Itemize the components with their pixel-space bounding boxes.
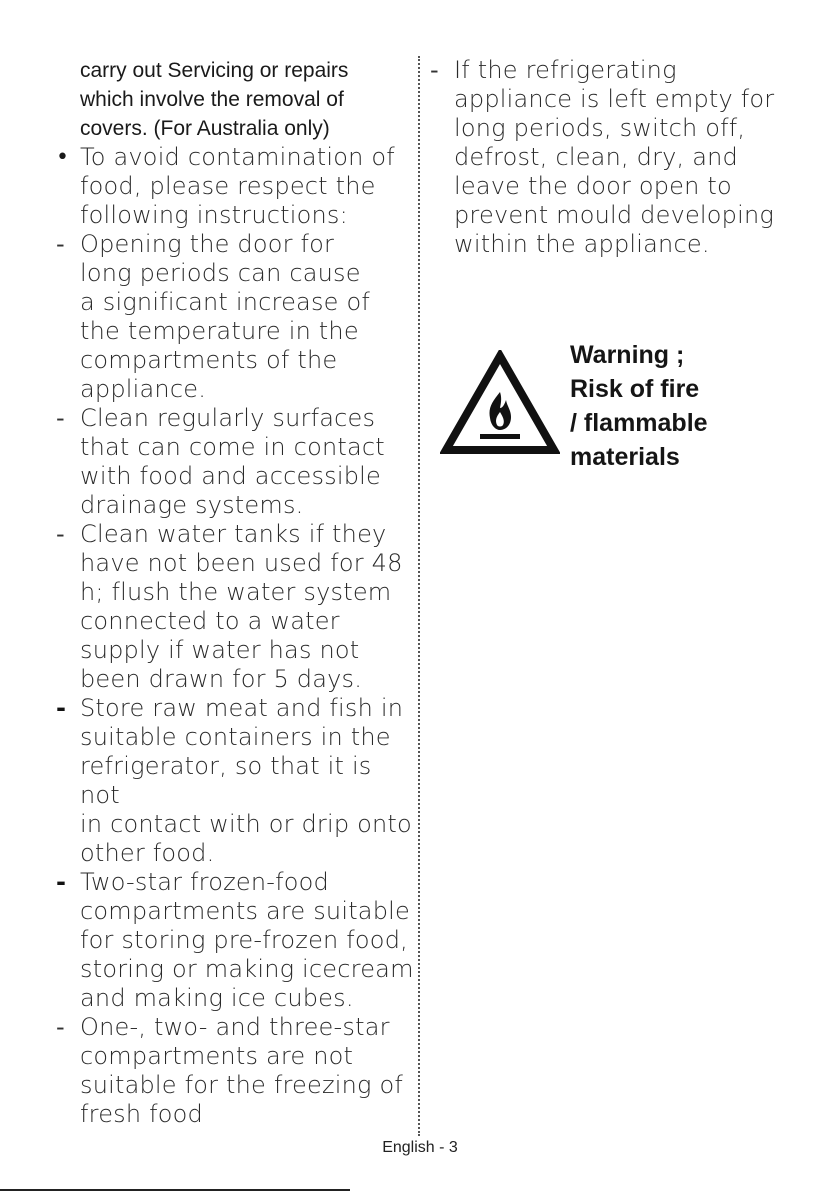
column-divider	[418, 56, 420, 1136]
dash-marker: -	[430, 56, 439, 84]
dash-marker: -	[56, 520, 65, 548]
page-number: English - 3	[382, 1139, 458, 1156]
left-column	[56, 56, 416, 1129]
list-item-text: Two-star frozen-food compartments are suitable for storing pre-frozen food, storing or making icecream and making ice cubes.	[80, 868, 414, 1012]
bottom-rule	[0, 1189, 350, 1191]
continuation-text: carry out Servicing or repairs which involve the removal of covers. (For Australia only)	[80, 59, 349, 140]
list-item	[56, 143, 416, 230]
list-item	[56, 1013, 416, 1129]
dash-marker: -	[56, 694, 66, 722]
bullet-marker: •	[56, 145, 69, 170]
list-item-text: If the refrigerating appliance is left empty for long periods, switch off, defrost, clean, dry, and leave the door open to prevent mould developing within the appliance.	[454, 56, 775, 258]
list-item	[56, 404, 416, 520]
list-item-text: Clean water tanks if they have not been used for 48 h; flush the water system connected to a water supply if water has not been drawn for 5 days.	[80, 520, 403, 693]
list-item-text: One-, two- and three-star compartments are not suitable for the freezing of fresh food	[80, 1013, 404, 1128]
dash-marker: -	[56, 868, 66, 896]
list-item-text: Clean regularly surfaces that can come in contact with food and accessible drainage systems.	[80, 404, 385, 519]
list-item	[56, 230, 416, 404]
list-item	[56, 694, 416, 868]
flammable-warning-icon	[440, 350, 560, 456]
dash-marker: -	[56, 404, 65, 432]
list-item	[56, 868, 416, 1013]
dash-marker: -	[56, 1013, 65, 1041]
warning-text: Warning ; Risk of fire / flammable materials	[570, 341, 708, 471]
list-item-text: To avoid contamination of food, please respect the following instructions:	[80, 143, 395, 229]
list-item	[56, 520, 416, 694]
list-item-text: Store raw meat and fish in suitable containers in the refrigerator, so that it is not in contact with or drip onto other food.	[80, 694, 412, 867]
list-item	[430, 56, 810, 259]
list-item-text: Opening the door for long periods can cause a significant increase of the temperature in the compartments of the appliance.	[80, 230, 370, 403]
dash-marker: -	[56, 230, 65, 258]
right-column	[430, 56, 810, 259]
fire-warning	[440, 338, 820, 478]
